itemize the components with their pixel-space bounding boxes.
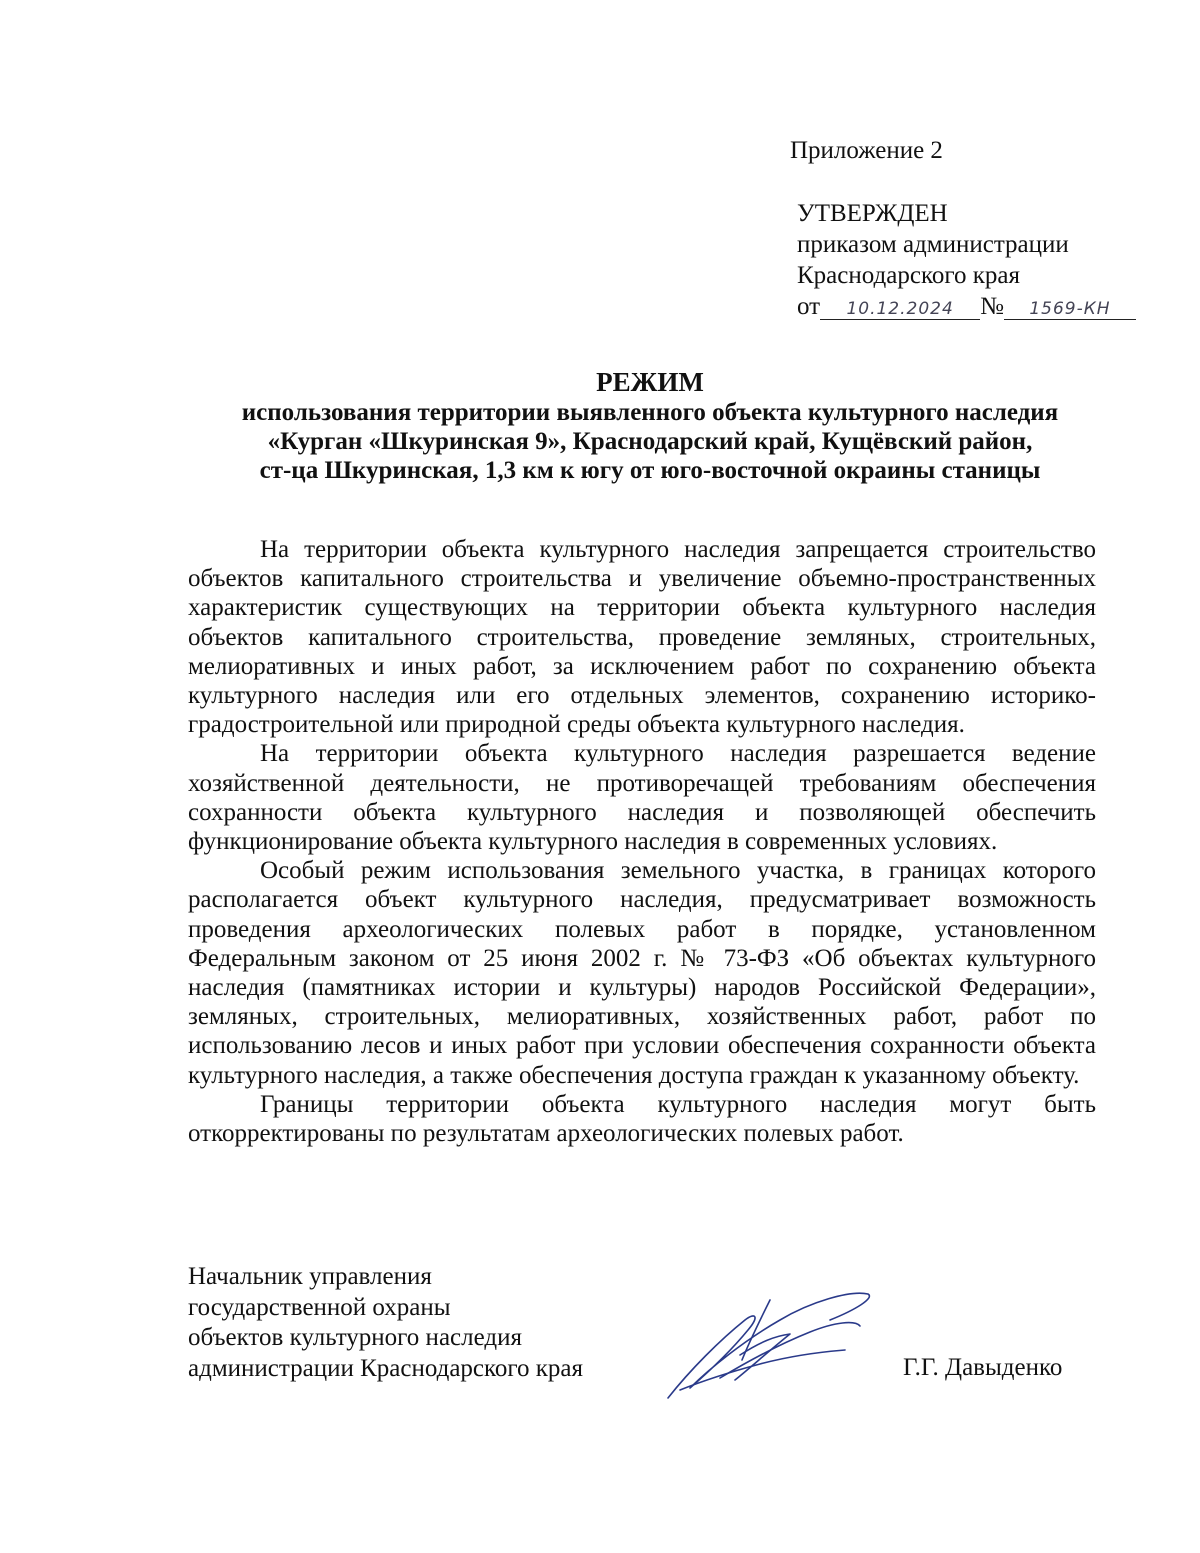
order-number-value: 1569-КН	[1004, 299, 1136, 320]
approved-label: УТВЕРЖДЕН	[797, 200, 948, 227]
approval-block	[797, 198, 1136, 322]
document-body	[188, 535, 1096, 1148]
handwritten-signature	[650, 1280, 880, 1405]
date-prefix: от	[797, 293, 821, 320]
title-line-2: «Курган «Шкуринская 9», Краснодарский край, Кущёвский район,	[267, 428, 1033, 455]
signer-position	[188, 1262, 583, 1384]
order-line-2: Краснодарского края	[797, 262, 1020, 289]
document-title	[190, 368, 1110, 485]
title-main: РЕЖИМ	[596, 367, 704, 397]
order-date-value: 10.12.2024	[820, 299, 980, 320]
signer-line-1: Начальник управления	[188, 1263, 432, 1290]
paragraph-permitted-activity: На территории объекта культурного наследия разрешается ведение хозяйственной деятельности, не противоречащей требованиям обеспечения сохранности объекта культурного наследия и позволяющей обеспечить функционирование объекта культурного наследия в современных условиях.	[188, 740, 1096, 856]
number-prefix: №	[980, 293, 1004, 320]
title-line-3: ст-ца Шкуринская, 1,3 км к югу от юго-восточной окраины станицы	[259, 457, 1041, 484]
signer-name: Г.Г. Давыденко	[903, 1354, 1063, 1381]
appendix-label: Приложение 2	[790, 137, 943, 164]
signer-line-2: государственной охраны	[188, 1293, 451, 1321]
title-line-1: использования территории выявленного объекта культурного наследия	[241, 399, 1059, 426]
signer-line-3: объектов культурного наследия	[188, 1324, 522, 1351]
order-date-number-line	[797, 291, 1136, 322]
signer-line-4: администрации Краснодарского края	[188, 1354, 584, 1382]
paragraph-prohibitions: На территории объекта культурного наследия запрещается строительство объектов капитального строительства и увеличение объемно-пространственных характеристик существующих на территории объекта культурного наследия объектов капитального строительства, проведение земляных, строительных, мелиоративных и иных работ, за исключением работ по сохранению объекта культурного наследия или его отдельных элементов, сохранению историко-градостроительной или природной среды объекта культурного наследия.	[188, 536, 1096, 739]
paragraph-special-regime: Особый режим использования земельного участка, в границах которого располагается объект культурного наследия, предусматривает возможность проведения археологических полевых работ в порядке, установленном Федеральным законом от 25 июня 2002 г. № 73-ФЗ «Об объектах культурного наследия (памятниках истории и культуры) народов Российской Федерации», земляных, строительных, мелиоративных, хозяйственных работ, работ по использованию лесов и иных работ при условии обеспечения сохранности объекта культурного наследия, а также обеспечения доступа граждан к указанному объекту.	[188, 857, 1096, 1089]
order-line-1: приказом администрации	[797, 231, 1069, 258]
paragraph-boundaries: Границы территории объекта культурного наследия могут быть откорректированы по результатам археологических полевых работ.	[188, 1090, 1096, 1148]
